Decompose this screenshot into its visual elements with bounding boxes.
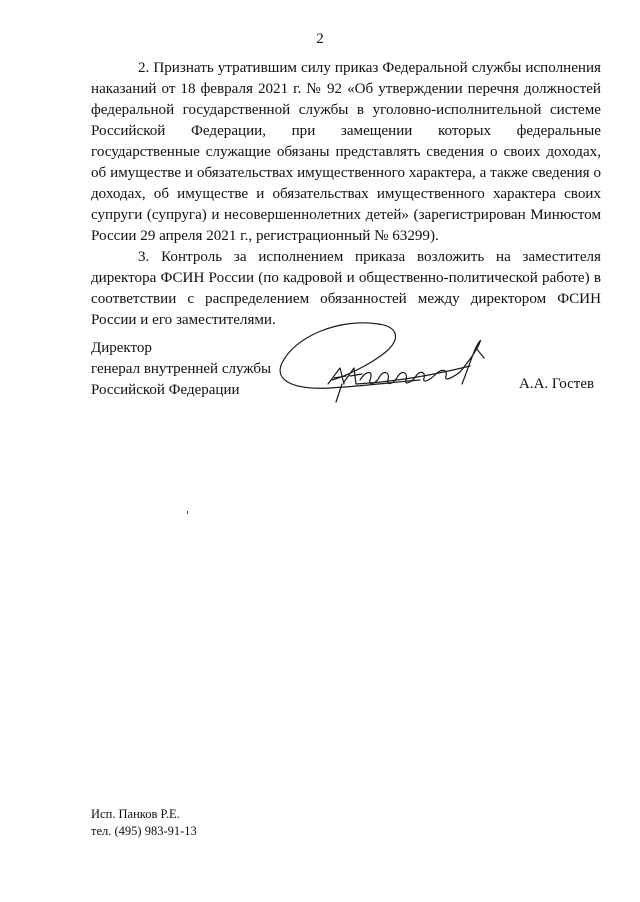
scan-artifact [187,511,188,514]
signatory-rank-country: Российской Федерации [91,382,240,398]
handwritten-signature [270,318,500,408]
executor-contact [91,806,197,840]
signatory-rank: генерал внутренней службы [91,361,272,377]
signatory-title: Директор [91,340,152,356]
page-number: 2 [316,31,324,47]
signatory-position [91,338,271,401]
executor-name: Исп. Панков Р.Е. [91,807,180,821]
executor-phone: тел. (495) 983-91-13 [91,824,197,838]
document-body [91,58,601,331]
paragraph-3: 3. Контроль за исполнением приказа возложить на заместителя директора ФСИН России (по кадровой и общественно-политической работе) в соответствии с распределением обязанностей между директором ФСИН России и его заместителями. [91,249,601,328]
paragraph-2: 2. Признать утратившим силу приказ Федеральной службы исполнения наказаний от 18 февраля 2021 г. № 92 «Об утверждении перечня должностей федеральной государственной службы в уголовно-исполнительной системе Российской Федерации, при замещении которых федеральные государственные служащие обязаны представлять сведения о своих доходах, об имуществе и обязательствах имущественного характера, а также сведения о доходах, об имуществе и обязательствах имущественного характера своих супруги (супруга) и несовершеннолетних детей» (зарегистрирован Минюстом России 29 апреля 2021 г., регистрационный № 63299). [91,60,601,244]
signatory-name: А.А. Гостев [519,376,595,392]
